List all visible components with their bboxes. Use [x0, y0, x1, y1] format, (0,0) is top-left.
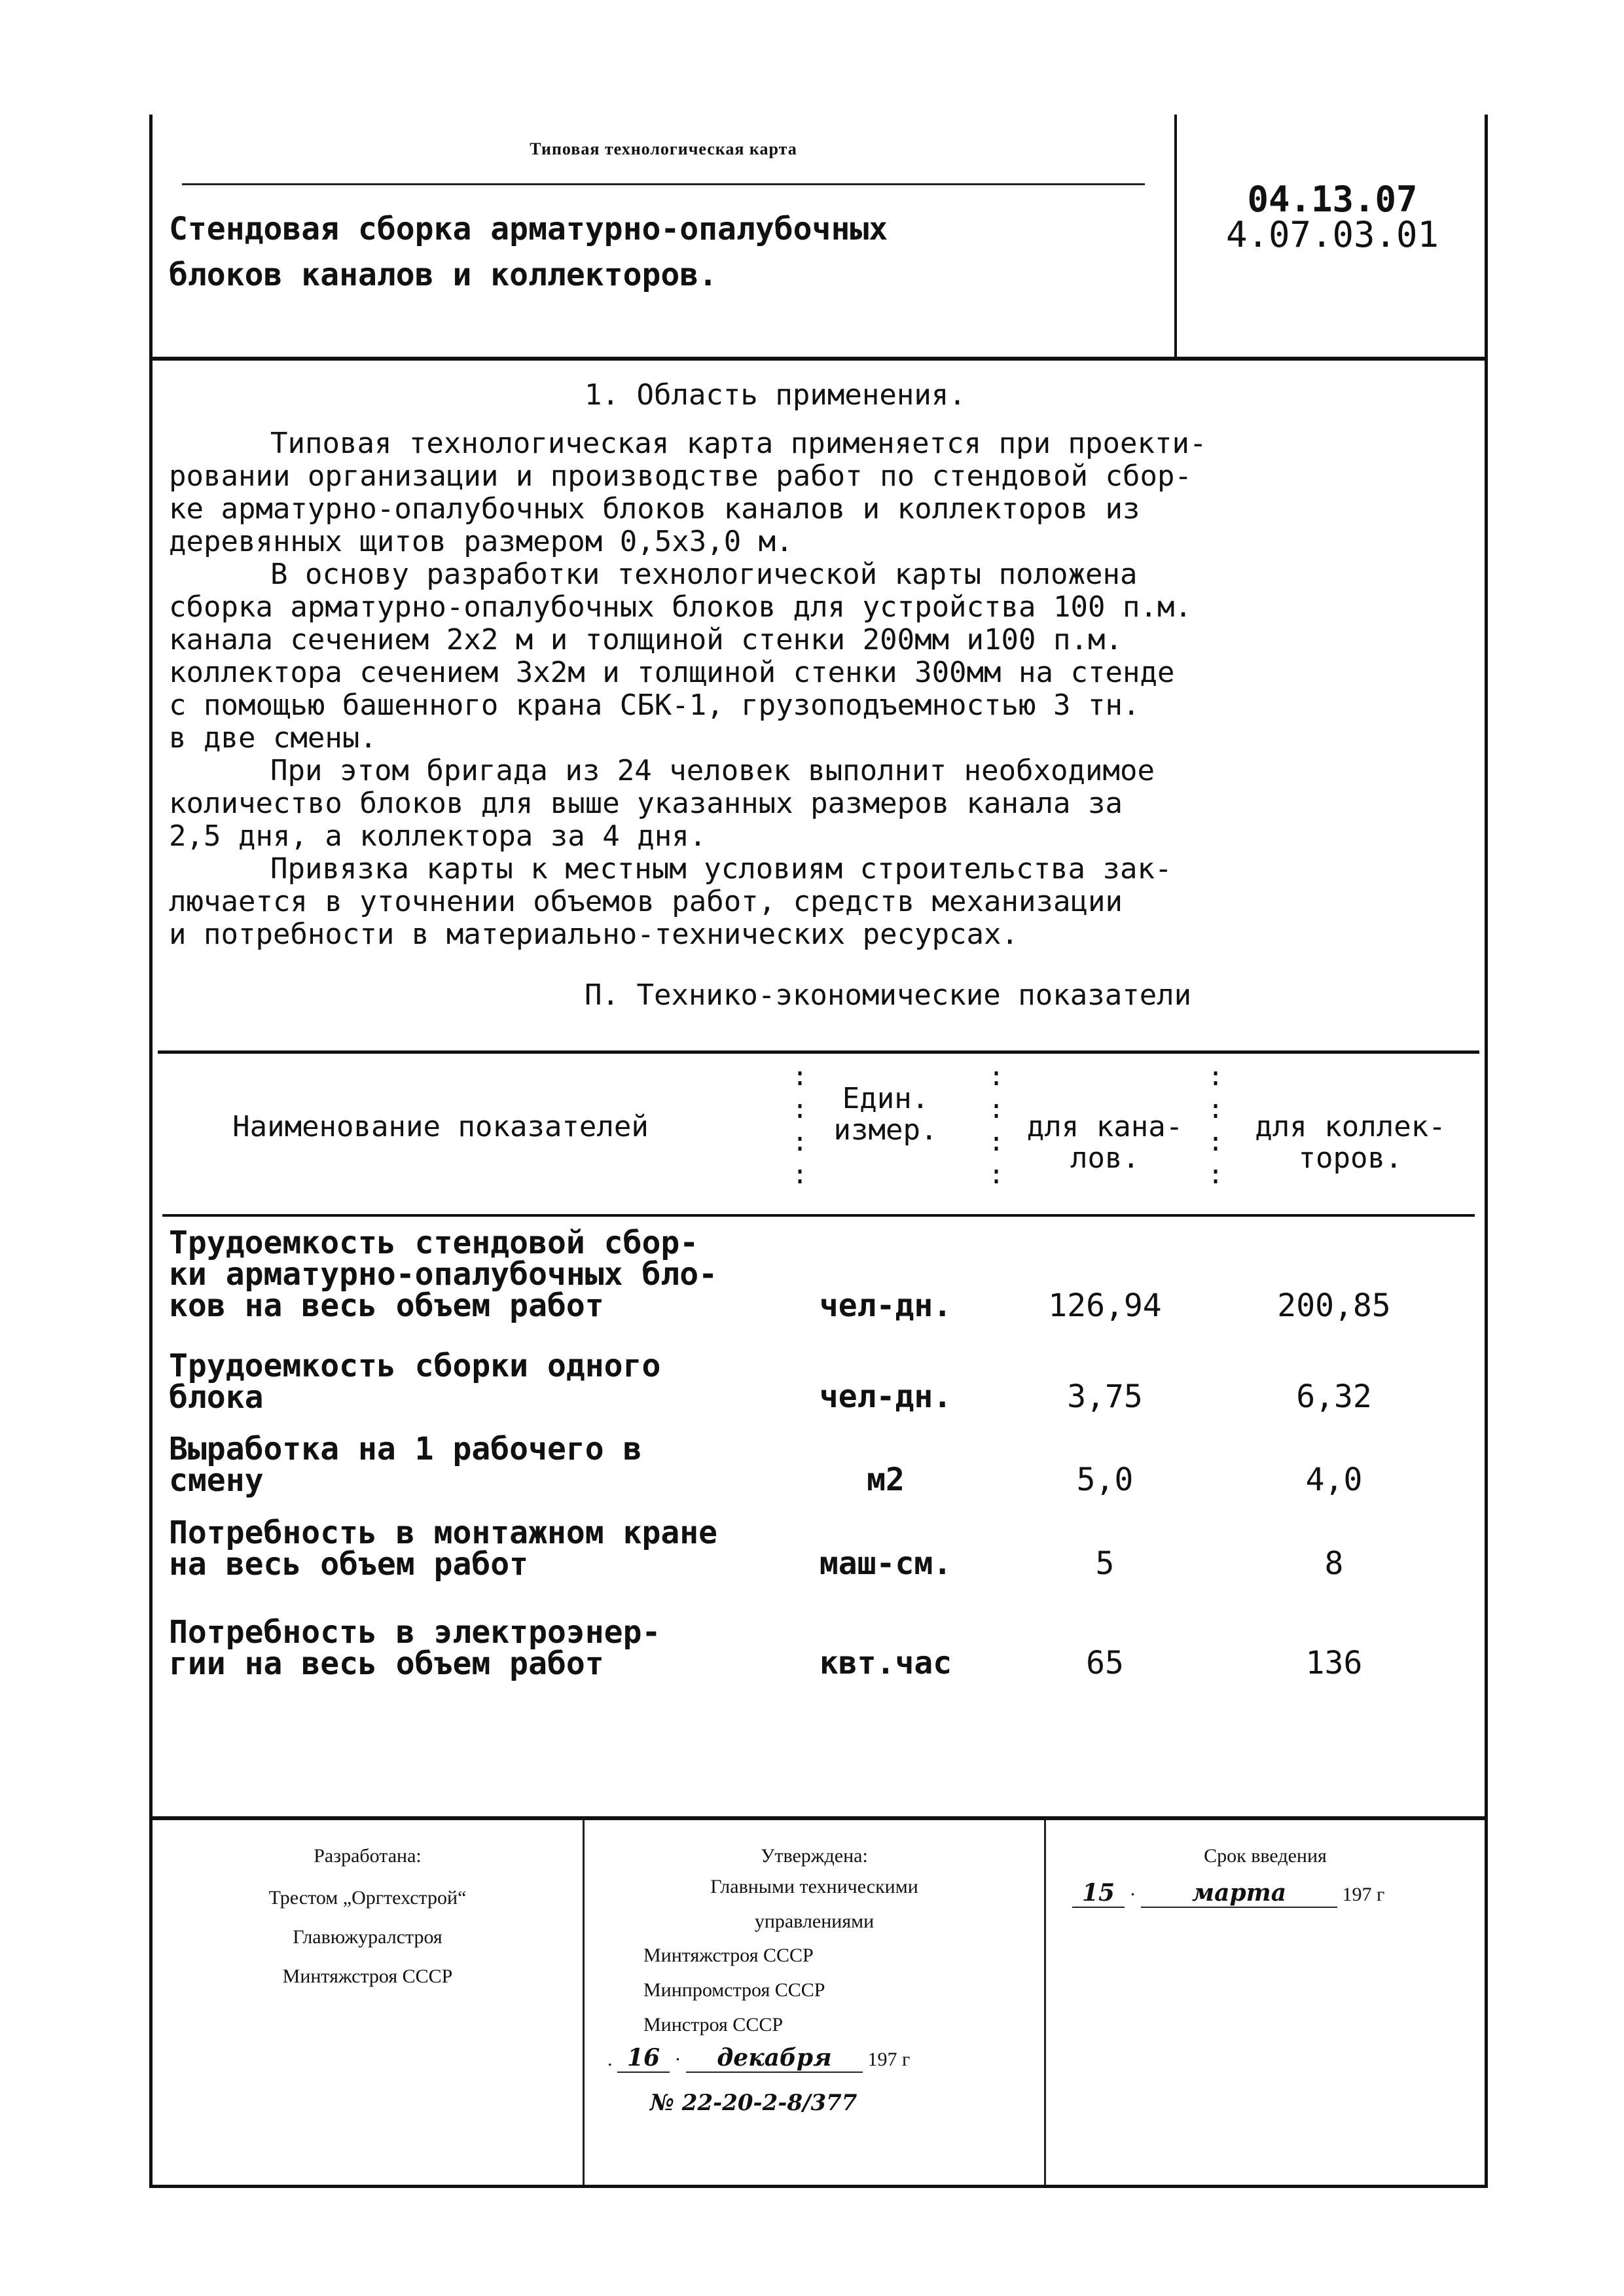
paragraph-brigade: При этом бригада из 24 человек выполнит необходимое количество блоков для выше указанных размеров канала за 2,5 дня, а коллектора за 4 дня. [169, 754, 1155, 853]
title-block-left [153, 115, 1177, 357]
row-value-collectors: 8 [1324, 1545, 1344, 1582]
table-header-rule [162, 1214, 1475, 1217]
title-block [153, 115, 1485, 361]
header-channels: для кана- лов. [1026, 1110, 1183, 1175]
developed-org: Трестом „Оргтехстрой“ [268, 1887, 467, 1909]
developed-org: Главюжуралстроя [293, 1926, 442, 1948]
section-2-title: П. Технико-экономические показатели [585, 978, 1192, 1012]
header-unit: Един. измер. [833, 1082, 938, 1147]
column-separator: : : : : [1208, 1062, 1224, 1190]
header-name: Наименование показателей [232, 1110, 649, 1143]
divider [182, 183, 1145, 185]
effective-date-suffix: г [1377, 1884, 1385, 1905]
effective-date-value: 15 · марта 197 г [1072, 1879, 1511, 1908]
row-unit: чел-дн. [819, 1287, 952, 1324]
title-block-right [1177, 115, 1488, 357]
row-value-channels: 5,0 [1076, 1462, 1134, 1498]
column-separator: : : : : [988, 1062, 1005, 1190]
row-unit: м2 [867, 1462, 905, 1498]
document-number: 4.07.03.01 [1225, 214, 1439, 255]
approved-date-day: 16 [617, 2044, 670, 2073]
effective-date-month: марта [1141, 1879, 1337, 1908]
row-name-labor-total: Трудоемкость стендовой сбор- ки арматурно-опалубочных бло- ков на весь объем работ [169, 1225, 718, 1324]
effective-date-year: 197 [1342, 1884, 1372, 1905]
document-type: Типовая технологическая карта [530, 139, 797, 158]
approved-ministry: Минпромстроя СССР [643, 1979, 825, 2001]
document-title: Стендовая сборка арматурно-опалубочных блоков каналов и коллекторов. [169, 211, 888, 293]
approved-date-suffix: г [902, 2049, 911, 2070]
row-value-channels: 3,75 [1067, 1378, 1143, 1415]
approved-ministry: Минтяжстроя СССР [643, 1945, 814, 1966]
developed-ministry: Минтяжстроя СССР [282, 1965, 453, 1987]
developed-by [153, 1820, 585, 2185]
row-name-crane: Потребность в монтажном кране на весь объем работ [169, 1515, 718, 1583]
section-1-title: 1. Область применения. [585, 378, 966, 412]
row-value-channels: 5 [1095, 1545, 1115, 1582]
developed-label: Разработана: [314, 1845, 422, 1867]
paragraph-scope: Типовая технологическая карта применяется при проекти- ровании организации и производстве работ по стендовой сбор- ке арматурно-опалубочных блоков каналов и коллекторов из деревянных щитов размером 0,5х3,0 м. [169, 427, 1207, 558]
document-frame [149, 115, 1488, 2188]
row-name-output: Выработка на 1 рабочего в смену [169, 1431, 642, 1499]
approved-org: Главными техническими [710, 1876, 918, 1897]
row-value-collectors: 200,85 [1277, 1287, 1391, 1324]
approval-number: № 22-20-2-8/377 [650, 2090, 857, 2116]
column-separator: : : : : [792, 1062, 808, 1190]
row-value-channels: 126,94 [1048, 1287, 1162, 1324]
approved-ministry: Минстроя СССР [643, 2014, 784, 2036]
effective-date-day: 15 [1072, 1879, 1125, 1908]
approved-by [585, 1820, 1046, 2185]
paragraph-basis: В основу разработки технологической карты положена сборка арматурно-опалубочных блоков для устройства 100 п.м. канала сечением 2х2 м и толщиной стенки 200мм и100 п.м. коллектора сечением 3х2м и толщиной стенки 300мм на стенде с помощью башенного крана СБК-1, грузоподъемностью 3 тн. в две смены. [169, 558, 1192, 755]
row-name-labor-block: Трудоемкость сборки одного блока [169, 1348, 661, 1416]
approved-org: управлениями [754, 1910, 875, 1932]
row-unit: квт.час [819, 1645, 952, 1681]
approved-label: Утверждена: [761, 1845, 868, 1867]
approved-date-month: декабря [686, 2044, 863, 2073]
row-value-collectors: 4,0 [1305, 1462, 1363, 1498]
approved-date-year: 197 [867, 2049, 897, 2070]
row-value-channels: 65 [1086, 1645, 1124, 1681]
header-collectors: для коллек- торов. [1255, 1110, 1446, 1175]
effective-date [1046, 1820, 1485, 2185]
row-name-electricity: Потребность в электроэнер- гии на весь объем работ [169, 1614, 661, 1682]
paragraph-binding: Привязка карты к местным условиям строительства зак- лючается в уточнении объемов работ, средств механизации и потребности в материально-технических ресурсах. [169, 852, 1172, 951]
document-code: 04.13.07 [1247, 179, 1418, 220]
approval-block [153, 1816, 1485, 2188]
table-top-rule [158, 1050, 1479, 1054]
effective-label: Срок введения [1204, 1845, 1327, 1867]
row-unit: чел-дн. [819, 1378, 952, 1415]
row-value-collectors: 136 [1305, 1645, 1363, 1681]
row-unit: маш-см. [819, 1545, 952, 1582]
row-value-collectors: 6,32 [1296, 1378, 1372, 1415]
approved-date: . 16 · декабря 197 г [607, 2044, 911, 2072]
